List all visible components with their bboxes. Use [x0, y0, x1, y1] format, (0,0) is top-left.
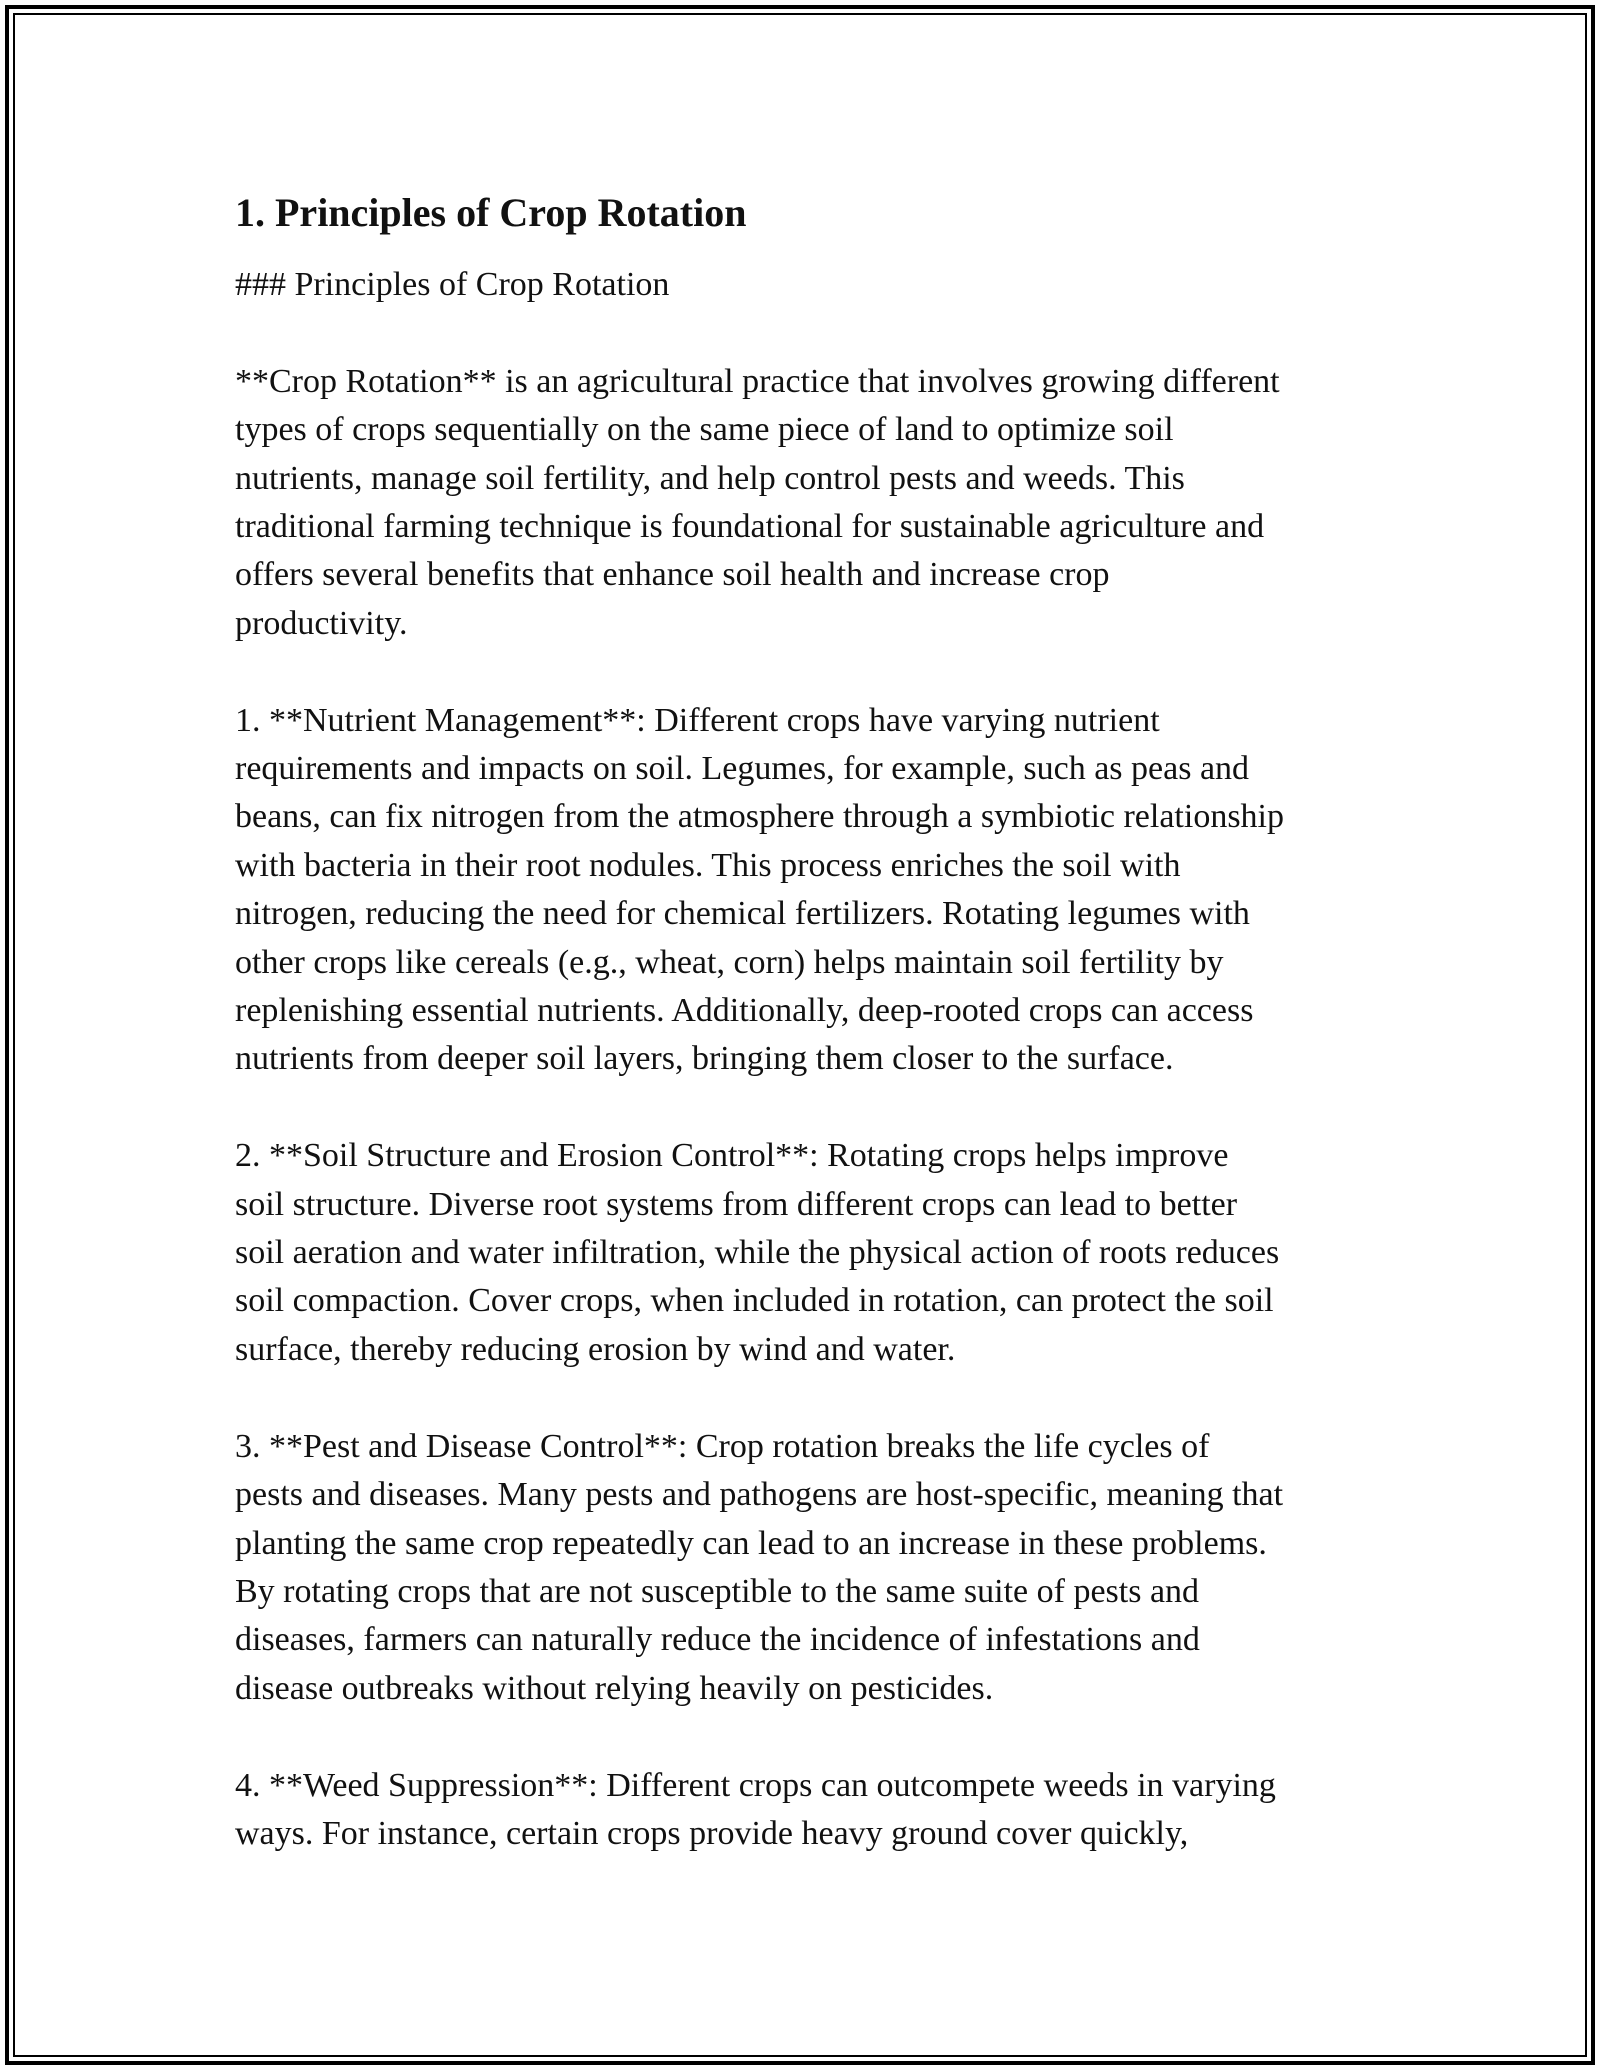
list-item-weed-suppression: 4. **Weed Suppression**: Different crops can outcompete weeds in varying ways. For instance, certain crops provide heavy ground cover quickly,	[235, 1766, 1276, 1852]
list-item-soil-structure: 2. **Soil Structure and Erosion Control**: Rotating crops helps improve soil structure. Diverse root systems from different crops can lead to better soil aeration and water infiltration, while the physical action of roots reduces soil compaction. Cover crops, when included in rotation, can protect the soil surface, thereby reducing erosion by wind and water.	[235, 1137, 1280, 1368]
section-subheading: ### Principles of Crop Rotation	[235, 266, 670, 303]
document-title: 1. Principles of Crop Rotation	[235, 190, 747, 235]
list-item-pest-disease-control: 3. **Pest and Disease Control**: Crop rotation breaks the life cycles of pests and diseases. Many pests and pathogens are host-specific, meaning that planting the same crop repeatedly can lead to an increase in these problems. By rotating crops that are not susceptible to the same suite of pests and diseases, farmers can naturally reduce the incidence of infestations and disease outbreaks without relying heavily on pesticides.	[235, 1427, 1284, 1707]
document-body	[235, 187, 1375, 1858]
intro-paragraph: **Crop Rotation** is an agricultural practice that involves growing different types of crops sequentially on the same piece of land to optimize soil nutrients, manage soil fertility, and help control pests and weeds. This traditional farming technique is foundational for sustainable agriculture and offers several benefits that enhance soil health and increase crop productivity.	[235, 362, 1280, 642]
list-item-nutrient-management: 1. **Nutrient Management**: Different crops have varying nutrient requirements and impacts on soil. Legumes, for example, such as peas and beans, can fix nitrogen from the atmosphere through a symbiotic relationship with bacteria in their root nodules. This process enriches the soil with nitrogen, reducing the need for chemical fertilizers. Rotating legumes with other crops like cereals (e.g., wheat, corn) helps maintain soil fertility by replenishing essential nutrients. Additionally, deep-rooted crops can access nutrients from deeper soil layers, bringing them closer to the surface.	[235, 701, 1285, 1078]
